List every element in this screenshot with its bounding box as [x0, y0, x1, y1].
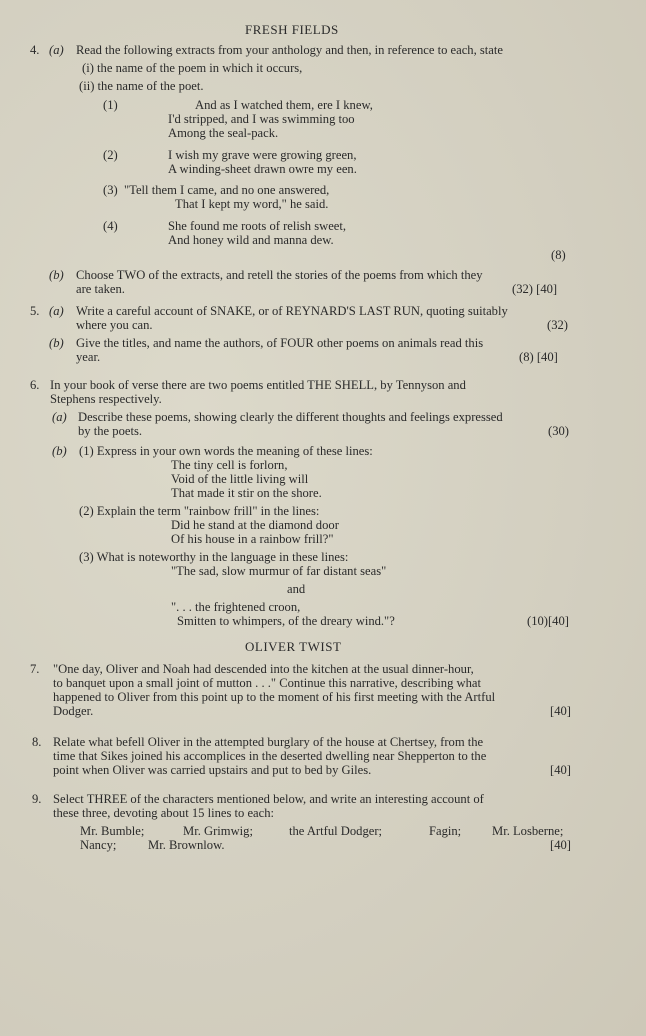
question-text: Select THREE of the characters mentioned below, and write an interesting account of: [53, 792, 484, 806]
character-name: Mr. Grimwig;: [183, 824, 253, 838]
part-label: (b): [49, 268, 64, 282]
question-text: point when Oliver was carried upstairs and put to bed by Giles.: [53, 763, 372, 777]
part-label: (a): [52, 410, 67, 424]
poem-line: "Tell them I came, and no one answered,: [124, 183, 330, 197]
part-label: (a): [49, 43, 64, 57]
marks: (8) [40]: [519, 350, 558, 364]
question-text: Describe these poems, showing clearly the different thoughts and feelings expressed: [78, 410, 503, 424]
question-text: happened to Oliver from this point up to the moment of his first meeting with the Artful: [53, 690, 496, 704]
marks: [40]: [550, 763, 571, 777]
question-text: are taken.: [76, 282, 125, 296]
poem-line: Did he stand at the diamond door: [171, 518, 339, 532]
poem-line: I'd stripped, and I was swimming too: [168, 112, 355, 126]
poem-line: And honey wild and manna dew.: [168, 233, 334, 247]
poem-line: Void of the little living will: [171, 472, 309, 486]
extract-label: (1): [103, 98, 118, 112]
question-text: (3) What is noteworthy in the language in these lines:: [79, 550, 349, 564]
character-name: Mr. Bumble;: [80, 824, 145, 838]
question-text: these three, devoting about 15 lines to each:: [53, 806, 275, 820]
question-text: Dodger.: [53, 704, 94, 718]
marks: (32): [547, 318, 568, 332]
question-number: 9.: [32, 792, 42, 806]
question-text: by the poets.: [78, 424, 143, 438]
character-name: Fagin;: [429, 824, 462, 838]
question-text: year.: [76, 350, 101, 364]
question-text: In your book of verse there are two poems entitled THE SHELL, by Tennyson and: [50, 378, 466, 392]
question-text: Relate what befell Oliver in the attempted burglary of the house at Chertsey, from the: [53, 735, 484, 749]
character-name: Nancy;: [80, 838, 117, 852]
question-number: 8.: [32, 735, 42, 749]
marks: [40]: [550, 704, 571, 718]
poem-line: "The sad, slow murmur of far distant seas": [171, 564, 387, 578]
poem-line: A winding-sheet drawn owre my een.: [168, 162, 357, 176]
poem-line: I wish my grave were growing green,: [168, 148, 357, 162]
question-text: Read the following extracts from your anthology and then, in reference to each, state: [76, 43, 503, 57]
question-text: (i) the name of the poem in which it occurs,: [82, 61, 303, 75]
question-text: time that Sikes joined his accomplices in the deserted dwelling near Shepperton to the: [53, 749, 487, 763]
poem-line: She found me roots of relish sweet,: [168, 219, 347, 233]
poem-line: And as I watched them, ere I knew,: [195, 98, 373, 112]
extract-label: (3): [103, 183, 118, 197]
question-number: 4.: [30, 43, 40, 57]
poem-line: Smitten to whimpers, of the dreary wind."?: [177, 614, 395, 628]
section-title-fresh-fields: FRESH FIELDS: [245, 22, 339, 37]
marks: (10)[40]: [527, 614, 569, 628]
question-text: "One day, Oliver and Noah had descended into the kitchen at the usual dinner-hour,: [53, 662, 474, 676]
part-label: (b): [52, 444, 67, 458]
question-text: Write a careful account of SNAKE, or of REYNARD'S LAST RUN, quoting suitably: [76, 304, 508, 318]
question-text: where you can.: [76, 318, 153, 332]
part-label: (a): [49, 304, 64, 318]
section-title-oliver-twist: OLIVER TWIST: [245, 639, 342, 654]
extract-label: (4): [103, 219, 118, 233]
extract-label: (2): [103, 148, 118, 162]
question-number: 6.: [30, 378, 40, 392]
question-text: (1) Express in your own words the meaning of these lines:: [79, 444, 373, 458]
question-text: to banquet upon a small joint of mutton . . ." Continue this narrative, describing what: [53, 676, 482, 690]
character-name: the Artful Dodger;: [289, 824, 383, 838]
marks: (30): [548, 424, 569, 438]
marks: [40]: [550, 838, 571, 852]
poem-line: The tiny cell is forlorn,: [171, 458, 288, 472]
poem-line: Of his house in a rainbow frill?": [171, 532, 334, 546]
question-text: (ii) the name of the poet.: [79, 79, 204, 93]
question-number: 5.: [30, 304, 40, 318]
question-text: (2) Explain the term "rainbow frill" in the lines:: [79, 504, 320, 518]
poem-line: ". . . the frightened croon,: [171, 600, 301, 614]
poem-line: That I kept my word," he said.: [175, 197, 329, 211]
poem-line: Among the seal-pack.: [168, 126, 279, 140]
marks: (8): [551, 248, 566, 262]
question-number: 7.: [30, 662, 40, 676]
character-name: Mr. Brownlow.: [148, 838, 225, 852]
question-text: Choose TWO of the extracts, and retell the stories of the poems from which they: [76, 268, 483, 282]
connector-word: and: [287, 582, 306, 596]
question-text: Stephens respectively.: [50, 392, 162, 406]
marks: (32) [40]: [512, 282, 558, 296]
part-label: (b): [49, 336, 64, 350]
question-text: Give the titles, and name the authors, of FOUR other poems on animals read this: [76, 336, 484, 350]
poem-line: That made it stir on the shore.: [171, 486, 322, 500]
character-name: Mr. Losberne;: [492, 824, 564, 838]
